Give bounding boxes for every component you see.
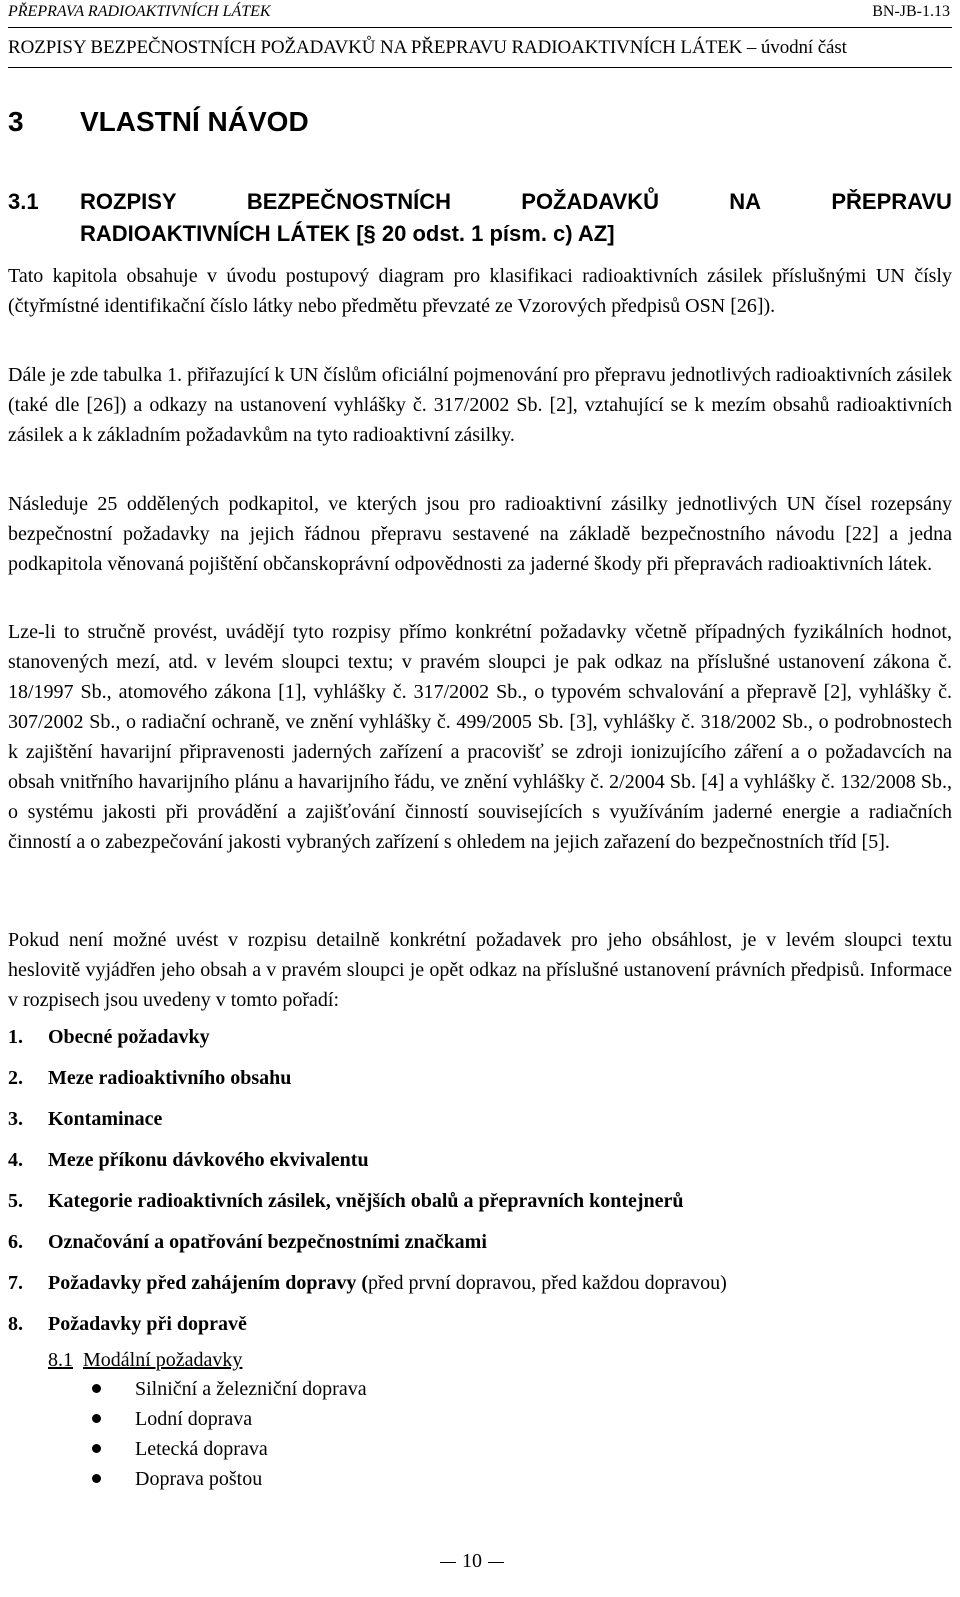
list-text-note: před první dopravou, před každou dopravou): [368, 1272, 727, 1294]
chapter-heading: [8, 105, 309, 139]
list-number: 4.: [8, 1149, 23, 1171]
paragraph-requirements: [8, 617, 952, 857]
paragraph-order: [8, 925, 952, 1015]
chapter-title: VLASTNÍ NÁVOD: [80, 106, 309, 137]
page-footer: [0, 1548, 944, 1574]
list-text: Kontaminace: [48, 1108, 163, 1130]
list-item: [8, 1063, 952, 1104]
header-subtitle: ROZPISY BEZPEČNOSTNÍCH POŽADAVKŮ NA PŘEPRAVU RADIOAKTIVNÍCH LÁTEK – úvodní část: [8, 37, 847, 58]
paragraph-subchapters: [8, 489, 952, 579]
list-text: Obecné požadavky: [48, 1026, 210, 1048]
paragraph-table-description: [8, 360, 952, 450]
chapter-number: 3: [8, 106, 24, 137]
bullet-text: Doprava poštou: [135, 1468, 263, 1490]
bullet-icon: [92, 1444, 101, 1453]
list-number: 8.: [8, 1313, 23, 1335]
paragraph-text: Lze-li to stručně provést, uvádějí tyto rozpisy přímo konkrétní požadavky včetně případných fyzikálních hodnot, stanovených mezí, atd. v levém sloupci textu; v pravém sloupci je pak odkaz na příslušné ustanovení zákona č. 18/1997 Sb., atomového zákona [1], vyhlášky č. 317/2002 Sb., o typovém schvalování a přepravě [2], vyhlášky č. 307/2002 Sb., o radiační ochraně, ve znění vyhlášky č. 499/2005 Sb. [3], vyhlášky č. 318/2002 Sb., o podrobnostech k zajištění havarijní připravenosti jaderných zařízení a pracovišť se zdroji ionizujícího záření a o požadavcích na obsah vnitřního havarijního plánu a havarijního řádu, ve znění vyhlášky č. 2/2004 Sb. [4] a vyhlášky č. 132/2008 Sb., o systému jakosti při provádění a zajišťování činností souvisejících s využíváním jaderné energie a radiačních činností a o zabezpečování jakosti vybraných zařízení s ohledem na jejich zařazení do bezpečnostních tříd [5].: [8, 621, 952, 853]
section-title-word: ROZPISY: [80, 189, 177, 214]
bullet-icon: [92, 1414, 101, 1423]
paragraph-intro: [8, 261, 952, 321]
page-number: 10: [462, 1550, 482, 1572]
section-title-line1: [80, 186, 952, 218]
header-divider: [8, 27, 952, 28]
list-text: Označování a opatřování bezpečnostními značkami: [48, 1231, 487, 1253]
ordered-list: [8, 1022, 952, 1350]
footer-dash-right: [488, 1562, 504, 1563]
list-number: 1.: [8, 1026, 23, 1048]
list-item: [8, 1309, 952, 1350]
paragraph-text: Následuje 25 oddělených podkapitol, ve kterých jsou pro radioaktivní zásilky jednotlivých UN čísel rozepsány bezpečnostní požadavky na jejich řádnou přepravu sestavené na základě bezpečnostního návodu [22] a jedna podkapitola věnovaná pojištění občanskoprávní odpovědnosti za jaderné škody při přepravách radioaktivních látek.: [8, 493, 952, 575]
header-divider-bottom: [8, 67, 952, 68]
sublist-number: 8.1: [48, 1349, 73, 1371]
sublist-title: Modální požadavky: [83, 1349, 243, 1371]
list-text-bold: Požadavky před zahájením dopravy (: [48, 1272, 368, 1294]
list-number: 7.: [8, 1272, 23, 1294]
list-number: 2.: [8, 1067, 23, 1089]
section-title-word: PŘEPRAVU: [831, 189, 952, 214]
header-title: PŘEPRAVA RADIOAKTIVNÍCH LÁTEK: [8, 3, 271, 20]
bullet-text: Silniční a železniční doprava: [135, 1378, 367, 1400]
running-header: [8, 1, 952, 23]
header-doc-code: BN-JB-1.13: [872, 3, 950, 20]
list-item: [8, 1022, 952, 1063]
paragraph-text: Dále je zde tabulka 1. přiřazující k UN číslům oficiální pojmenování pro přepravu jednotlivých radioaktivních zásilek (také dle [26]) a odkazy na ustanovení vyhlášky č. 317/2002 Sb. [2], vztahující se k mezím obsahů radioaktivních zásilek a k základním požadavkům na tyto radioaktivní zásilky.: [8, 364, 952, 446]
bullet-text: Letecká doprava: [135, 1438, 268, 1460]
section-heading: [8, 186, 952, 250]
section-title-word: NA: [729, 189, 762, 214]
sublist-heading: [48, 1347, 242, 1373]
section-title-word: BEZPEČNOSTNÍCH: [246, 189, 451, 214]
list-item: [8, 1268, 952, 1309]
list-number: 6.: [8, 1231, 23, 1253]
list-text: Požadavky při dopravě: [48, 1313, 247, 1335]
paragraph-text: Pokud není možné uvést v rozpisu detailně konkrétní požadavek pro jeho obsáhlost, je v levém sloupci textu heslovitě vyjádřen jeho obsah a v pravém sloupci je opět odkaz na příslušné ustanovení právních předpisů. Informace v rozpisech jsou uvedeny v tomto pořadí:: [8, 929, 952, 1011]
list-text: Meze radioaktivního obsahu: [48, 1067, 292, 1089]
list-item: [8, 1145, 952, 1186]
list-item: [8, 1104, 952, 1145]
list-item: [8, 1186, 952, 1227]
bullet-text: Lodní doprava: [135, 1408, 253, 1430]
section-title-word: POŽADAVKŮ: [521, 189, 659, 214]
section-number: 3.1: [8, 189, 39, 214]
list-number: 5.: [8, 1190, 23, 1212]
bullet-icon: [92, 1474, 101, 1483]
list-text: Kategorie radioaktivních zásilek, vnějších obalů a přepravních kontejnerů: [48, 1190, 684, 1212]
list-item: [8, 1227, 952, 1268]
paragraph-text: Tato kapitola obsahuje v úvodu postupový diagram pro klasifikaci radioaktivních zásilek příslušnými UN čísly (čtyřmístné identifikační číslo látky nebo předmětu převzaté ze Vzorových předpisů OSN [26]).: [8, 265, 952, 317]
footer-dash-left: [440, 1562, 456, 1563]
list-text: Meze příkonu dávkového ekvivalentu: [48, 1149, 369, 1171]
bullet-icon: [92, 1384, 101, 1393]
list-number: 3.: [8, 1108, 23, 1130]
list-text: [48, 1268, 727, 1298]
section-title-line2: RADIOAKTIVNÍCH LÁTEK [§ 20 odst. 1 písm. c) AZ]: [80, 221, 615, 246]
